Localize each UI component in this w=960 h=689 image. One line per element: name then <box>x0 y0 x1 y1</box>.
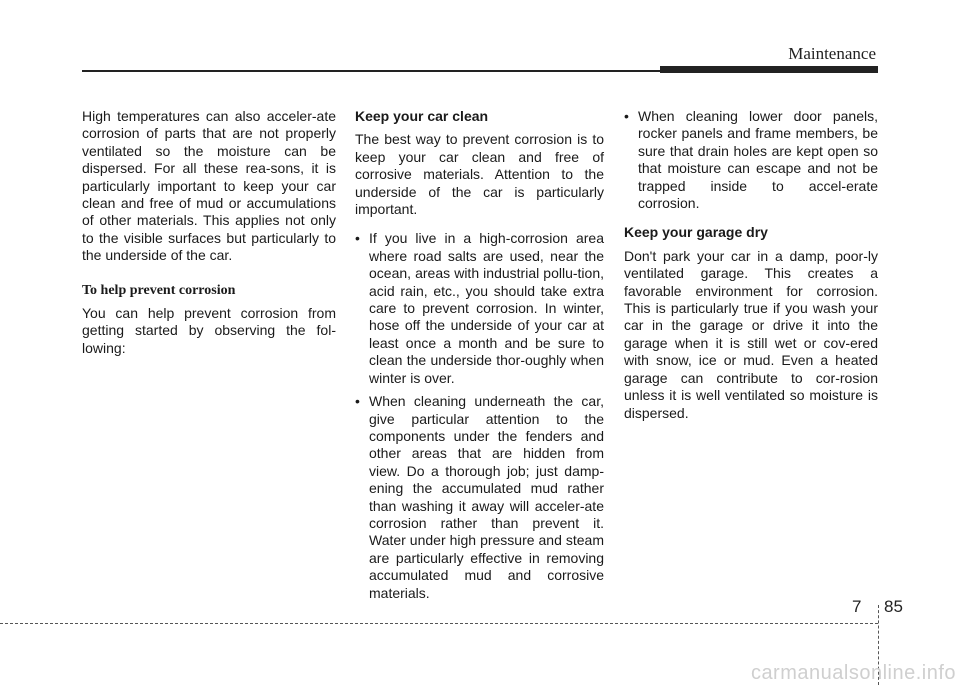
footer-divider <box>0 623 878 624</box>
column-3 <box>624 108 878 422</box>
page-number: 85 <box>884 597 903 616</box>
header-rule-thick <box>660 66 878 73</box>
subheading-keep-car-clean: Keep your car clean <box>355 108 489 124</box>
column-2 <box>355 108 604 602</box>
section-title: Maintenance <box>788 44 876 63</box>
body-paragraph: Don't park your car in a damp, poor-ly ventilated garage. This creates a favorable environment for corrosion. This is particularly true if you wash your car in the garage or drive it into the garage when it is still wet or cov-ered with snow, ice or mud. Even a heated garage can contribute to cor-rosion unless it is well ventilated so moisture is dispersed. <box>624 247 878 421</box>
bullet-item: • When cleaning lower door panels, rocker panels and frame members, be sure that drain holes are kept open so that moisture can escape and not be trapped inside to accel-erate corrosion. <box>624 108 878 212</box>
chapter-number: 7 <box>852 597 862 616</box>
watermark: carmanualsonline.info <box>750 662 956 684</box>
bullet-item: • When cleaning underneath the car, give particular attention to the components under the fenders and other areas that are hidden from view. Do a thorough job; just damp-ening the accumulated mud rather than washing it away will acceler-ate corrosion rather than prevent it. Water under high pressure and steam are particularly effective in removing accumulated mud and corrosive materials. <box>355 393 604 602</box>
body-paragraph: You can help prevent corrosion from getting started by observing the fol-lowing: <box>82 305 336 356</box>
body-paragraph: High temperatures can also acceler-ate corrosion of parts that are not properly ventilated so the moisture can be dispersed. For all these rea-sons, it is particularly important to keep your car clean and free of mud or accumulations of other materials. This applies not only to the visible surfaces but particularly to the underside of the car. <box>82 108 336 264</box>
bullet-item: • If you live in a high-corrosion area where road salts are used, near the ocean, areas with industrial pollu-tion, acid rain, etc., you should take extra care to prevent corrosion. In winter, hose off the underside of your car at least once a month and be sure to clean the underside thor-oughly when winter is over. <box>355 230 604 387</box>
header-rule-thin <box>82 70 682 72</box>
subheading-keep-garage-dry: Keep your garage dry <box>624 224 768 241</box>
column-1 <box>82 108 336 357</box>
body-paragraph: The best way to prevent corrosion is to keep your car clean and free of corrosive materials. Attention to the underside of the car is particularly important. <box>355 131 604 218</box>
subheading-prevent-corrosion: To help prevent corrosion <box>82 282 236 298</box>
